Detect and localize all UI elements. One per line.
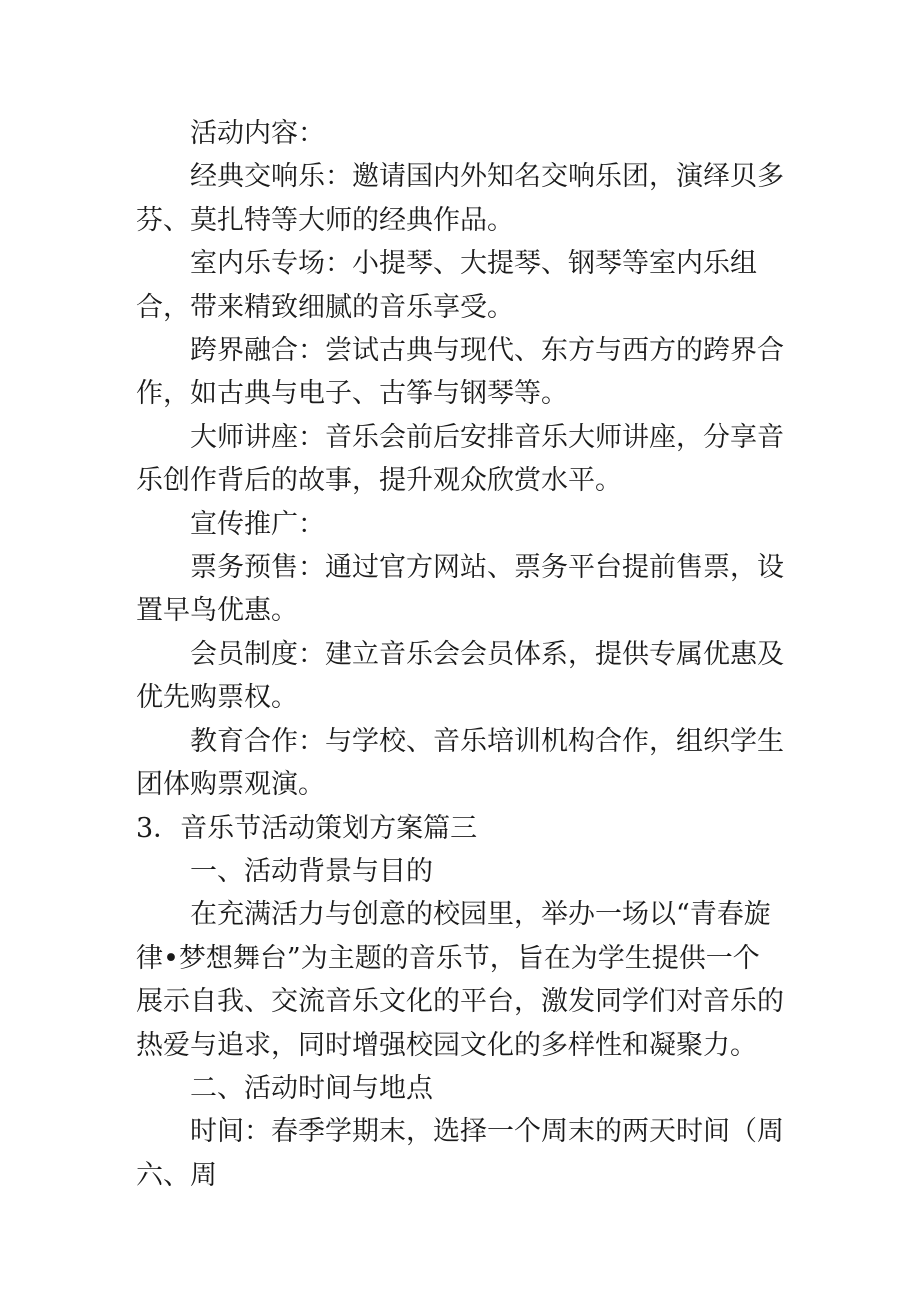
paragraph-chamber-music: 室内乐专场：小提琴、大提琴、钢琴等室内乐组合，带来精致细腻的音乐享受。	[136, 248, 757, 323]
paragraph-ticket-presale: 票务预售：通过官方网站、票务平台提前售票，设置早鸟优惠。	[136, 552, 784, 627]
paragraph-promotion-label: 宣传推广：	[190, 508, 325, 540]
subheading-background-purpose: 一、活动背景与目的	[190, 855, 433, 887]
paragraph-activity-content-label: 活动内容：	[190, 118, 325, 149]
paragraph-time: 时间：春季学期末，选择一个周末的两天时间（周六、周	[136, 1116, 784, 1191]
paragraph-crossover-fusion: 跨界融合：尝试古典与现代、东方与西方的跨界合作，如古典与电子、古筝与钢琴等。	[136, 335, 784, 410]
paragraph-classical-symphony: 经典交响乐：邀请国内外知名交响乐团，演绎贝多芬、莫扎特等大师的经典作品。	[136, 161, 784, 236]
paragraph-master-lecture: 大师讲座：音乐会前后安排音乐大师讲座，分享音乐创作背后的故事，提升观众欣赏水平。	[136, 421, 784, 497]
section-heading-plan-three: 3．音乐节活动策划方案篇三	[136, 812, 478, 844]
subheading-time-location: 二、活动时间与地点	[190, 1072, 433, 1104]
document-body	[136, 112, 784, 1197]
paragraph-education-cooperation: 教育合作：与学校、音乐培训机构合作，组织学生团体购票观演。	[136, 725, 784, 801]
paragraph-membership: 会员制度：建立音乐会会员体系，提供专属优惠及优先购票权。	[136, 638, 784, 714]
paragraph-background-purpose: 在充满活力与创意的校园里，举办一场以“青春旋律•梦想舞台”为主题的音乐节，旨在为学生提供一个展示自我、交流音乐文化的平台，激发同学们对音乐的热爱与追求，同时增强校园文化的多样性和凝聚力。	[136, 899, 784, 1061]
